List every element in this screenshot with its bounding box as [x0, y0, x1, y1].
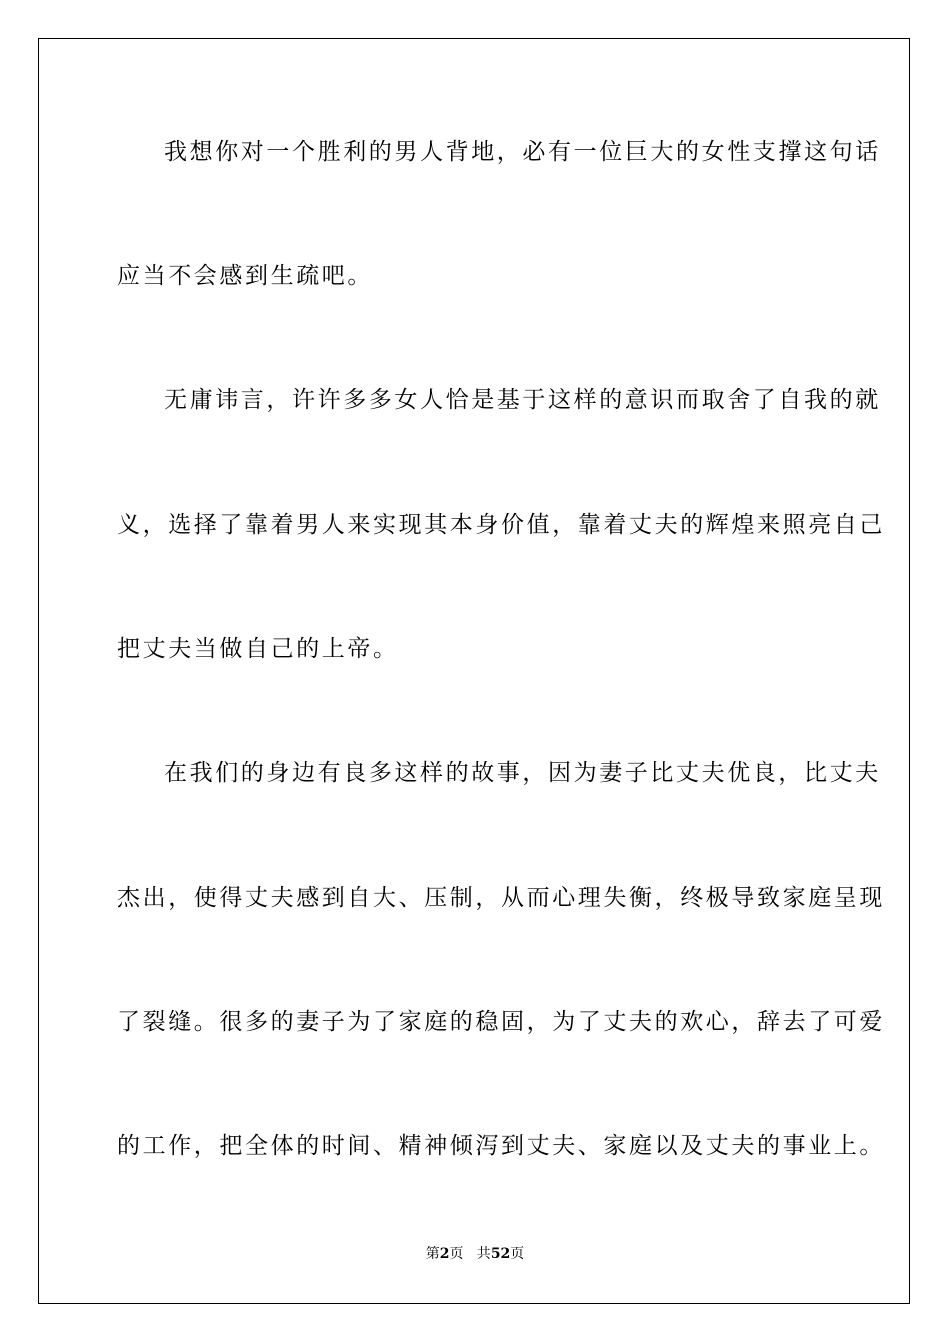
- total-pages-number: 52: [490, 1246, 511, 1262]
- paragraph-3-line-2: 杰出，使得丈夫感到自大、压制，从而心理失衡，终极导致家庭呈现: [117, 885, 885, 911]
- paragraph-2-line-1: 无庸讳言，许许多多女人恰是基于这样的意识而取舍了自我的就: [164, 387, 881, 413]
- paragraph-1-line-1: 我想你对一个胜利的男人背地，必有一位巨大的女性支撑这句话: [164, 139, 881, 165]
- page-footer: [0, 1245, 950, 1263]
- paragraph-3-line-1: 在我们的身边有良多这样的故事，因为妻子比丈夫优良，比丈夫: [164, 760, 881, 786]
- footer-page-prefix: 第: [425, 1246, 440, 1262]
- footer-total-suffix: 页: [510, 1246, 525, 1262]
- current-page-number: 2: [439, 1246, 450, 1262]
- footer-page-suffix: 页 共: [449, 1246, 491, 1262]
- page-border: [38, 38, 910, 1304]
- paragraph-3-line-4: 的工作，把全体的时间、精神倾泻到丈夫、家庭以及丈夫的事业上。: [117, 1133, 885, 1159]
- paragraph-2-line-3: 把丈夫当做自己的上帝。: [117, 636, 399, 662]
- paragraph-3-line-3: 了裂缝。很多的妻子为了家庭的稳固，为了丈夫的欢心，辞去了可爱: [117, 1009, 885, 1035]
- paragraph-2-line-2: 义，选择了靠着男人来实现其本身价值，靠着丈夫的辉煌来照亮自己: [117, 512, 885, 538]
- paragraph-1-line-2: 应当不会感到生疏吧。: [117, 263, 373, 289]
